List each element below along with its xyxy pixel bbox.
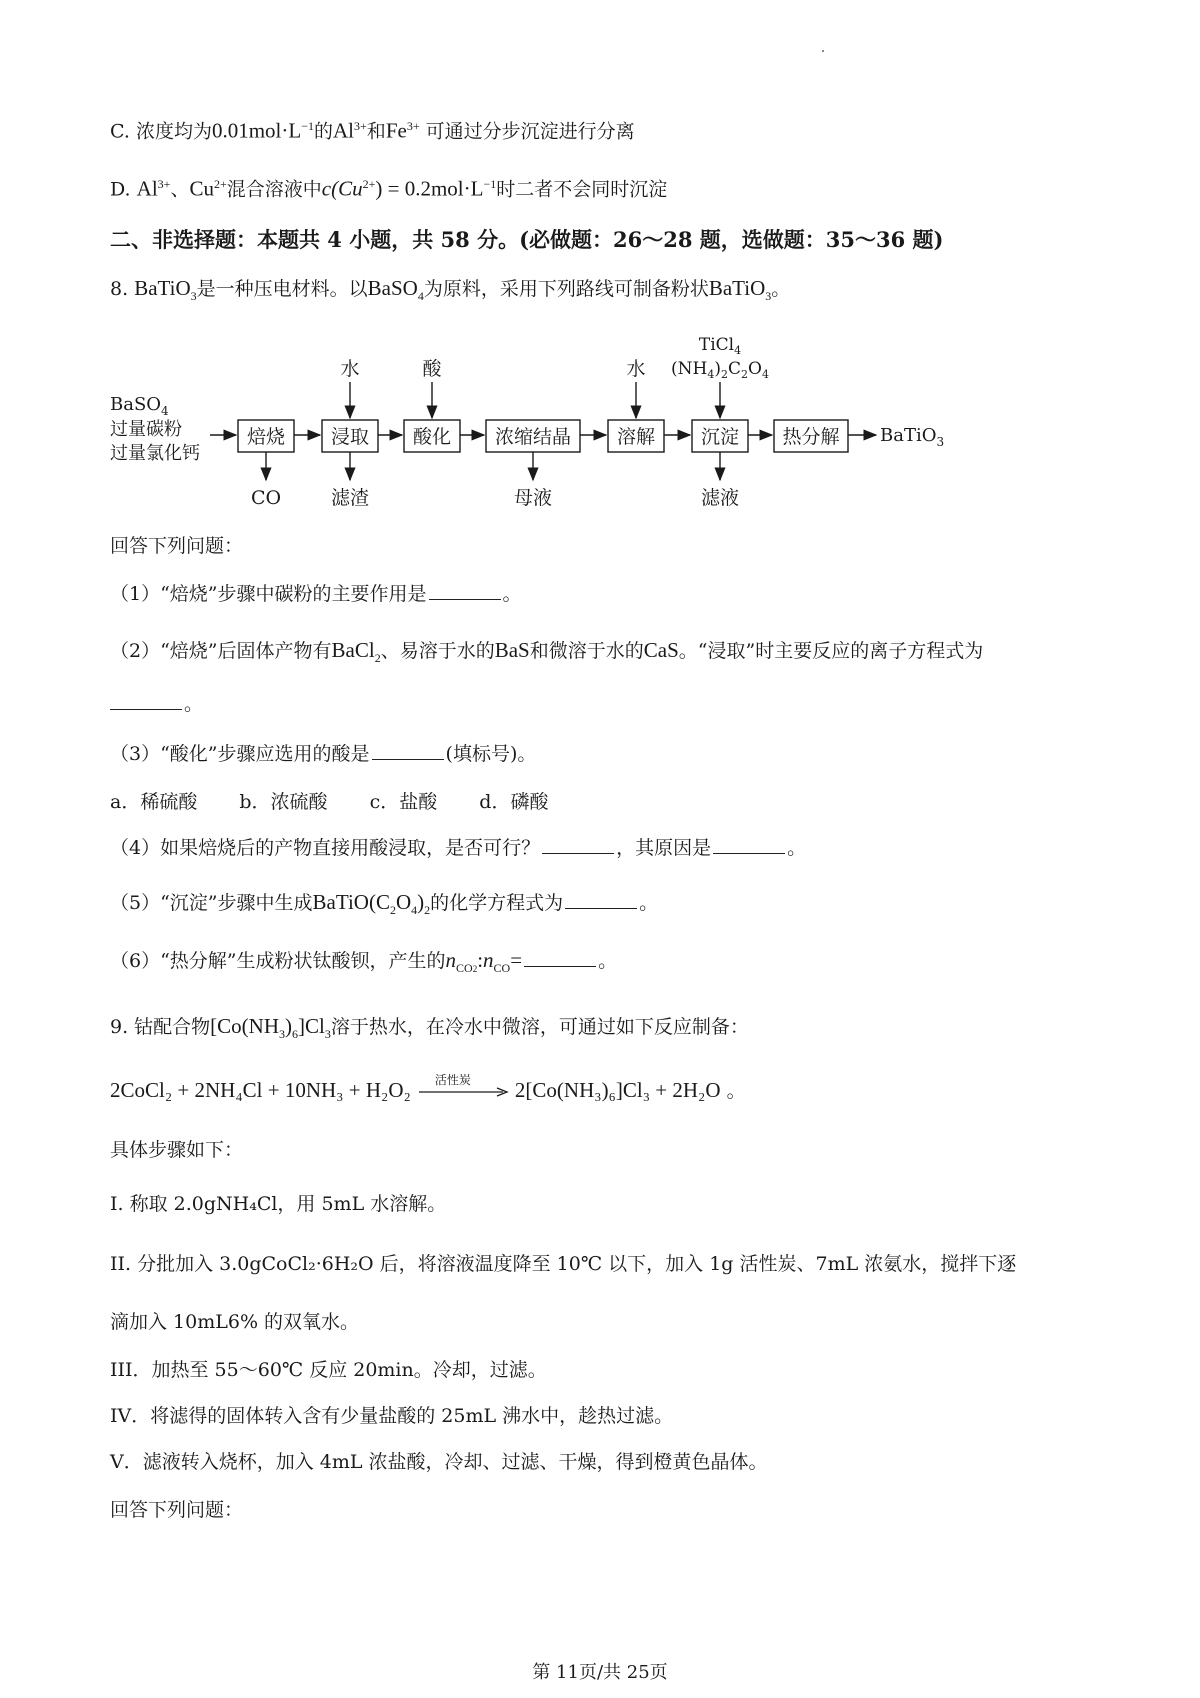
formula: BaSO: [367, 276, 418, 300]
process-flow-diagram: [0, 320, 1200, 520]
step-2-cont: 滴加入 10mL6% 的双氧水。: [110, 1311, 360, 1333]
input-baso4: BaSO$_4$: [110, 394, 169, 418]
arrow-icon: [417, 1082, 509, 1102]
question-text: （3）“酸化”步骤应选用的酸是: [110, 743, 370, 765]
top-input-water: 水: [340, 358, 360, 380]
output-mother-liquor: 母液: [513, 487, 553, 509]
subscript: 2: [374, 650, 381, 665]
top-input-ticl4: TiCl$_4$: [698, 335, 742, 357]
exponent: −1: [483, 177, 497, 191]
question-text: (填标号)。: [445, 743, 537, 765]
subscript: 2: [472, 963, 478, 974]
top-input-oxalate: $(NH_4)_2C_2O_4$: [671, 359, 769, 381]
output-filtrate: 滤液: [700, 487, 740, 509]
box-label-roast: 焙烧: [246, 426, 286, 448]
option-d: [110, 170, 667, 203]
ion-fe: Fe: [385, 118, 407, 143]
subscript: 3: [190, 288, 197, 303]
question-text: （4）如果焙烧后的产物直接用酸浸取，是否可行？: [110, 837, 541, 859]
equals-sign: =: [510, 948, 523, 972]
steps-title: 具体步骤如下：: [110, 1139, 244, 1161]
subscript: 2: [389, 902, 396, 917]
ion-charge: 2+: [362, 177, 376, 191]
box-label-concentrate: 浓缩结晶: [494, 426, 572, 448]
step-1: I. 称取 2.0gNH₄Cl，用 5mL 水溶解。: [110, 1193, 447, 1215]
q8-sub3: [110, 740, 536, 768]
option-text: 可通过分步沉淀进行分离: [425, 120, 635, 143]
question-text: 。: [502, 583, 522, 605]
question-text: ，其原因是: [616, 837, 712, 859]
box-label-leach: 浸取: [330, 426, 370, 448]
question-text: （6）“热分解”生成粉状钛酸钡，产生的: [110, 950, 446, 972]
input-cacl2: 过量氯化钙: [110, 443, 200, 464]
q8-prompt: 回答下列问题：: [110, 535, 244, 557]
question-text: （2）“焙烧”后固体产物有: [110, 640, 332, 662]
answer-blank[interactable]: [713, 835, 785, 854]
question-text: 。: [771, 278, 791, 300]
choice-b: b．浓硫酸: [239, 791, 328, 813]
box-label-acidify: 酸化: [412, 426, 452, 448]
answer-blank[interactable]: [110, 691, 182, 710]
question-text: 溶于热水，在冷水中微溶，可通过如下反应制备：: [330, 1016, 749, 1038]
step-2: II. 分批加入 3.0gCoCl₂·6H₂O 后，将溶液温度降至 10℃ 以下，加入 1g 活性炭、7mL 浓氨水，搅拌下逐: [110, 1253, 1017, 1275]
formula: BaS: [494, 638, 530, 662]
box-label-thermal-decomp: 热分解: [782, 426, 840, 448]
subscript: 3: [765, 288, 772, 303]
question-text: 。: [787, 837, 807, 859]
q8-sub1: [110, 580, 522, 608]
formula: BaTiO: [708, 276, 766, 300]
formula: [Co(NH: [210, 1014, 279, 1038]
equation-products: 2[Co(NH₃)₆]Cl₃ + 2H₂O: [514, 1078, 721, 1102]
question-text: 的化学方程式为: [430, 892, 564, 914]
output-residue: 滤渣: [330, 487, 370, 509]
subscript: CO: [456, 960, 473, 975]
ion-charge: 3+: [157, 177, 171, 191]
ratio-sign: :: [477, 948, 484, 972]
question-number: 8.: [110, 278, 129, 300]
question-text: （1）“焙烧”步骤中碳粉的主要作用是: [110, 583, 427, 605]
concentration-expr: c(Cu: [321, 176, 363, 201]
question-text: 。: [184, 693, 204, 715]
q8-sub2-answer: [110, 690, 203, 718]
question-text: 9. 钴配合物: [110, 1016, 211, 1038]
formula: ]Cl: [298, 1014, 325, 1038]
subscript: CO: [493, 960, 511, 975]
answer-blank[interactable]: [542, 835, 614, 854]
page-footer: 第 11页/共 25页: [532, 1662, 668, 1683]
step-4: IV．将滤得的固体转入含有少量盐酸的 25mL 沸水中，趁热过滤。: [110, 1405, 674, 1427]
choice-d: d．磷酸: [479, 791, 549, 813]
variable: n: [483, 948, 494, 972]
ion-charge: 3+: [354, 119, 367, 133]
variable: n: [445, 948, 457, 972]
formula: BaTiO: [134, 276, 191, 300]
top-input-acid: 酸: [422, 358, 442, 380]
ion-cu: Cu: [189, 176, 214, 201]
subscript: 6: [292, 1026, 298, 1041]
q8-sub4: [110, 834, 806, 862]
top-input-water: 水: [626, 358, 646, 380]
step-5: V．滤液转入烧杯，加入 4mL 浓盐酸，冷却、过滤、干燥，得到橙黄色晶体。: [110, 1451, 768, 1473]
question-text: 是一种压电材料。以: [196, 278, 368, 300]
concentration: 0.01mol·L: [211, 118, 302, 143]
product-batio3: BaTiO$_3$: [880, 425, 945, 449]
ion-al: Al: [333, 118, 355, 143]
question-text: 、易溶于水的: [380, 640, 495, 662]
ion-charge: 2+: [213, 177, 227, 191]
input-carbon: 过量碳粉: [110, 419, 182, 440]
option-label: C.: [110, 120, 130, 143]
output-co: CO: [250, 487, 282, 509]
speck: [822, 50, 824, 52]
q8-sub6: [110, 946, 617, 983]
choice-a: a．稀硫酸: [110, 791, 198, 813]
subscript: 3: [324, 1026, 331, 1041]
formula: BaTiO(C: [312, 890, 390, 914]
reaction-arrow: [417, 1073, 509, 1102]
question-text: 。: [639, 892, 659, 914]
formula: BaCl: [331, 638, 375, 662]
reaction-equation: [110, 1073, 746, 1105]
question-text: 为原料，采用下列路线可制备粉状: [423, 278, 709, 300]
q9-prompt: 回答下列问题：: [110, 1499, 244, 1521]
q8-sub5: [110, 888, 658, 924]
answer-blank[interactable]: [524, 948, 596, 967]
question-text: 和微溶于水的: [529, 640, 644, 662]
answer-blank[interactable]: [565, 890, 637, 909]
q8-sub2: [110, 636, 983, 672]
concentration-expr: ) = 0.2mol·L: [375, 176, 484, 201]
exponent: −1: [301, 119, 314, 133]
ion-al: Al: [136, 176, 158, 201]
subscript: 4: [417, 288, 424, 303]
section-heading: 二、非选择题：本题共 4 小题，共 58 分。(必做题：26～28 题，选做题：35～36 题): [110, 227, 944, 252]
answer-blank[interactable]: [429, 581, 501, 600]
question-9-intro: [110, 1012, 749, 1048]
formula: O: [395, 890, 412, 914]
option-label: D.: [110, 178, 131, 201]
option-text: 的: [314, 120, 334, 143]
equation-reactants: 2CoCl₂ + 2NH₄Cl + 10NH₃ + H₂O₂: [110, 1078, 411, 1102]
question-text: 。: [598, 950, 618, 972]
subscript: 4: [411, 902, 418, 917]
catalyst-label: 活性炭: [434, 1073, 471, 1087]
choice-c: c．盐酸: [369, 791, 438, 813]
subscript: 3: [279, 1026, 285, 1041]
ion-charge: 3+: [406, 119, 420, 133]
box-label-precipitate: 沉淀: [700, 426, 740, 448]
question-text: 。: [726, 1080, 746, 1102]
step-3: III．加热至 55～60℃ 反应 20min。冷却，过滤。: [110, 1359, 547, 1381]
question-text: （5）“沉淀”步骤中生成: [110, 892, 313, 914]
subscript: 2: [424, 902, 431, 917]
option-text: 时二者不会同时沉淀: [496, 178, 668, 201]
option-c: [110, 112, 635, 145]
option-text: 浓度均为: [135, 120, 212, 143]
answer-blank[interactable]: [372, 741, 444, 760]
option-text: 和: [366, 120, 386, 143]
separator: 、: [170, 178, 190, 201]
option-text: 混合溶液中: [226, 178, 322, 201]
question-8-intro: [110, 274, 790, 310]
question-text: 。“浸取”时主要反应的离子方程式为: [678, 640, 984, 662]
formula: ): [285, 1014, 292, 1038]
formula: CaS: [643, 638, 679, 662]
formula: ): [417, 890, 425, 914]
q8-choices: [110, 788, 584, 816]
box-label-dissolve: 溶解: [616, 426, 656, 448]
